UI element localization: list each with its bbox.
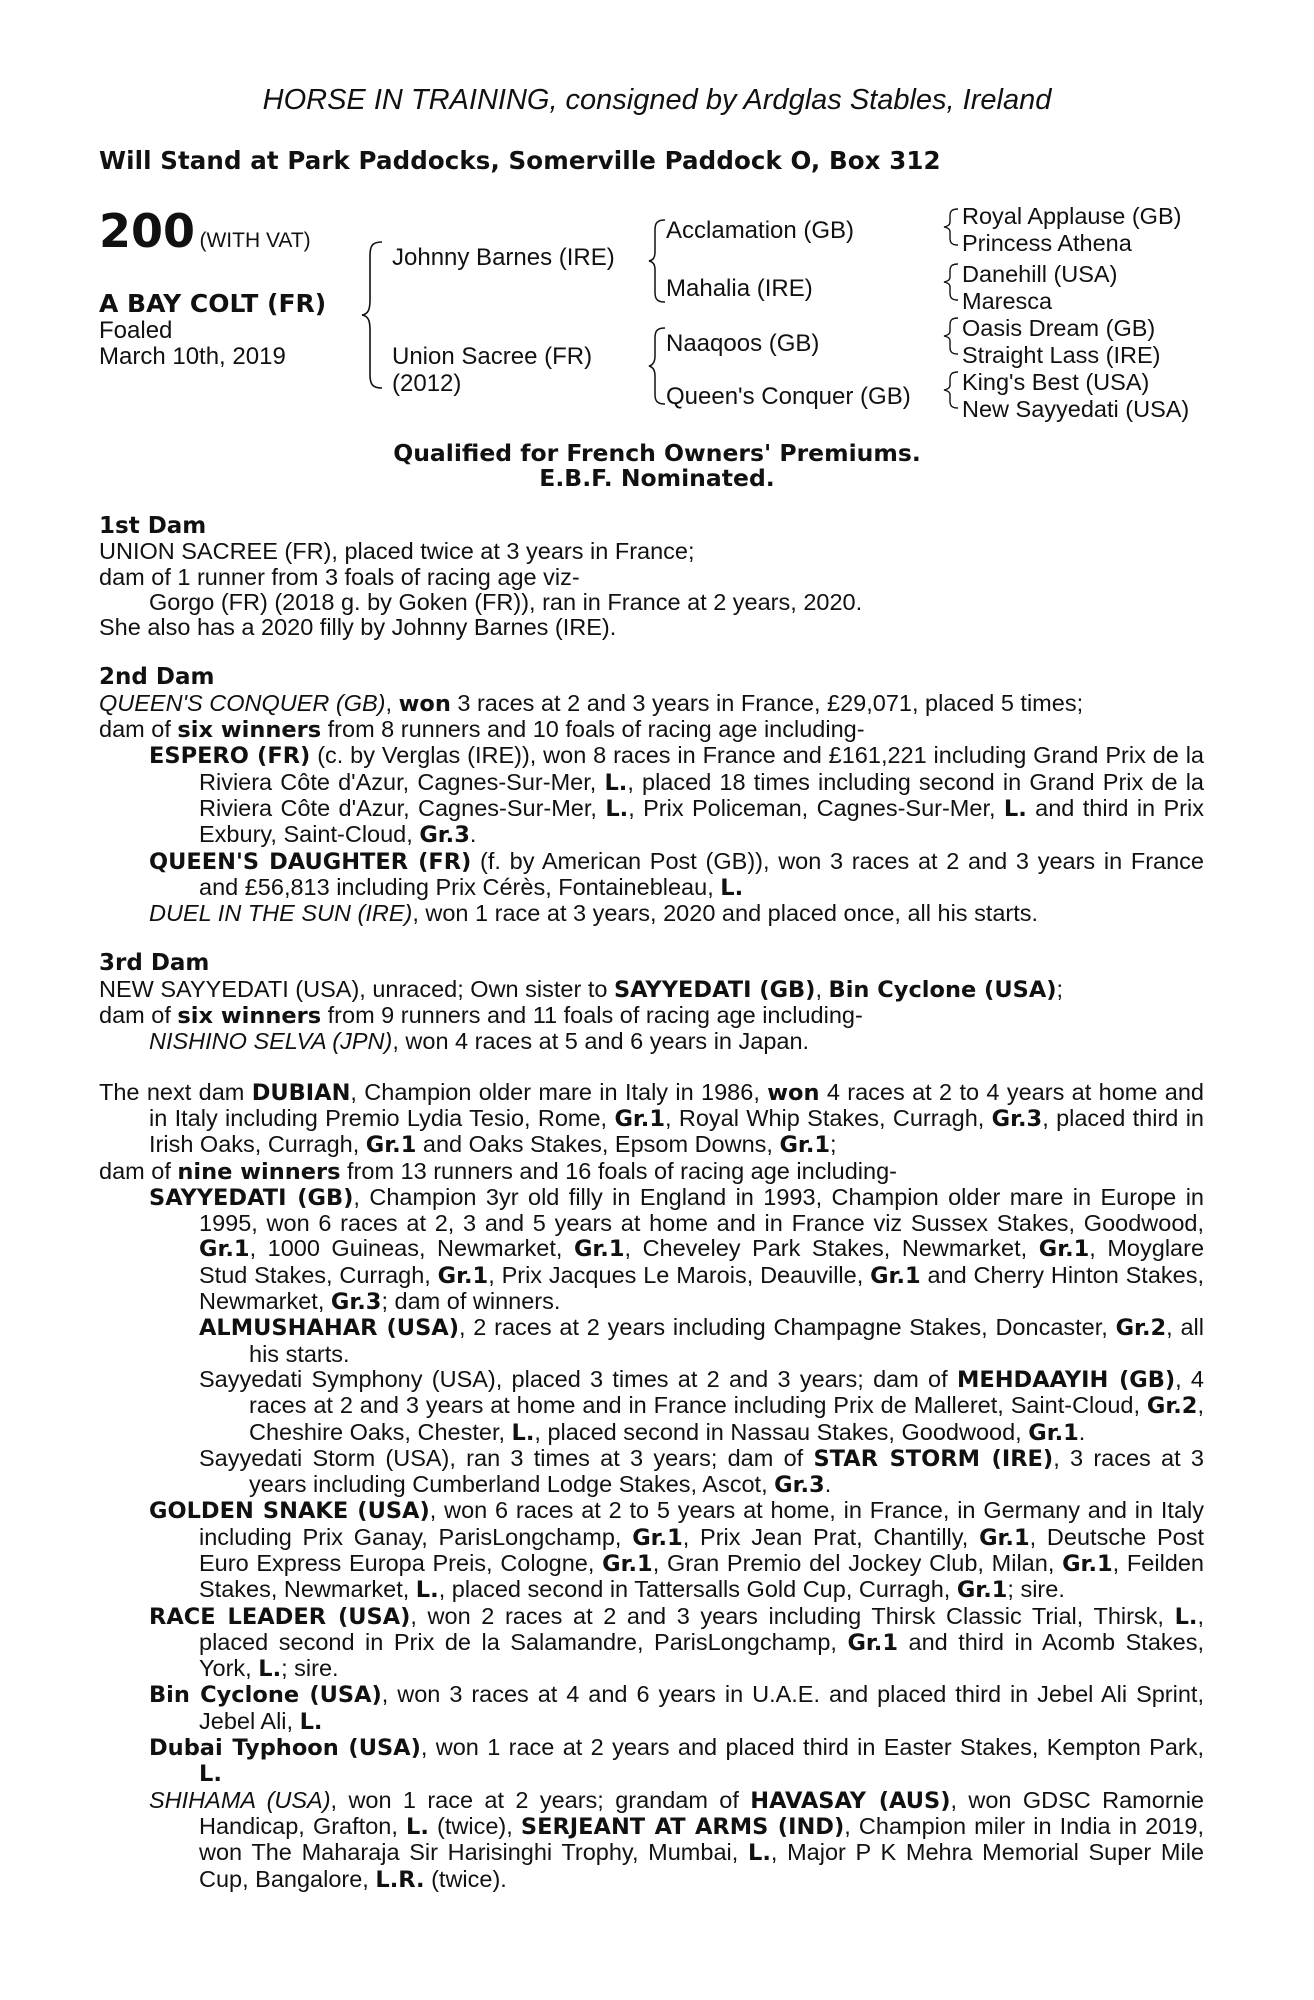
- next-dam-produce: dam of nine winners from 13 runners and 16 foals of racing age including-: [99, 1157, 897, 1185]
- second-dam-heading: 2nd Dam: [99, 664, 215, 691]
- produce-sayyedati-symphony: Sayyedati Symphony (USA), placed 3 times at 2 and 3 years; dam of MEHDAAYIH (GB), 4 races at 2 and 3 years at home and in France including Prix de Malleret, Saint-Cloud, Gr.2, Cheshire Oaks, Chester, L., placed second in Nassau Stakes, Goodwood, Gr.1.: [199, 1365, 1205, 1446]
- pedigree-brace-3d: [942, 370, 962, 410]
- pedigree-g4: Maresca: [962, 288, 1053, 314]
- foaled-date: March 10th, 2019: [99, 343, 286, 370]
- pedigree-g7: King's Best (USA): [962, 369, 1150, 395]
- pedigree-sire-sire: Acclamation (GB): [666, 217, 855, 244]
- produce-almushahar: ALMUSHAHAR (USA), 2 races at 2 years including Champagne Stakes, Doncaster, Gr.2, all his starts.: [199, 1314, 1204, 1367]
- pedigree-brace-3a: [942, 207, 962, 247]
- pedigree-brace-3c: [942, 316, 962, 356]
- produce-shihama: SHIHAMA (USA), won 1 race at 2 years; grandam of HAVASAY (AUS), won GDSC Ramornie Handicap, Grafton, L. (twice), SERJEANT AT ARMS (IND), Champion miler in India in 2019, won The Maharaja Sir Harisinghi Trophy, Mumbai, L., Major P K Mehra Memorial Super Mile Cup, Bangalore, L.R. (twice).: [149, 1786, 1205, 1893]
- produce-nishino-selva: NISHINO SELVA (JPN), won 4 races at 5 and 6 years in Japan.: [149, 1028, 810, 1055]
- stand-location: Will Stand at Park Paddocks, Somerville Paddock O, Box 312: [99, 146, 941, 175]
- pedigree-g2: Princess Athena: [962, 230, 1132, 256]
- first-dam-produce: dam of 1 runner from 3 foals of racing age viz-: [99, 563, 580, 590]
- first-dam-line: UNION SACREE (FR), placed twice at 3 years in France;: [99, 538, 695, 565]
- second-dam-name: QUEEN'S CONQUER (GB): [99, 689, 386, 716]
- produce-dubai-typhoon: Dubai Typhoon (USA), won 1 race at 2 years and placed third in Easter Stakes, Kempton Park, L.: [149, 1734, 1204, 1788]
- pedigree-g3: Danehill (USA): [962, 261, 1118, 287]
- first-dam-note: She also has a 2020 filly by Johnny Barnes (IRE).: [99, 614, 617, 641]
- produce-sayyedati-storm: Sayyedati Storm (USA), ran 3 times at 3 years; dam of STAR STORM (IRE), 3 races at 3 years including Cumberland Lodge Stakes, Ascot, Gr.3.: [199, 1444, 1204, 1499]
- second-dam-line: QUEEN'S CONQUER (GB), won 3 races at 2 and 3 years in France, £29,071, placed 5 times;: [99, 689, 1084, 717]
- pedigree-g6: Straight Lass (IRE): [962, 342, 1161, 368]
- catalogue-body: [99, 514, 1204, 1893]
- third-dam-heading: 3rd Dam: [99, 950, 210, 977]
- pedigree-g8: New Sayyedati (USA): [962, 396, 1190, 422]
- produce-sayyedati: SAYYEDATI (GB), Champion 3yr old filly in England in 1993, Champion older mare in Europe in 1995, won 6 races at 2, 3 and 5 years at home and in France viz Sussex Stakes, Goodwood, Gr.1, 1000 Guineas, Newmarket, Gr.1, Cheveley Park Stakes, Newmarket, Gr.1, Moyglare Stud Stakes, Curragh, Gr.1, Prix Jacques Le Marois, Deauville, Gr.1 and Cherry Hinton Stakes, Newmarket, Gr.3; dam of winners.: [149, 1183, 1205, 1316]
- first-dam-heading: 1st Dam: [99, 513, 207, 539]
- pedigree-brace-1: [360, 240, 390, 390]
- third-dam-produce: dam of six winners from 9 runners and 11 foals of racing age including-: [99, 1002, 863, 1030]
- produce-golden-snake: GOLDEN SNAKE (USA), won 6 races at 2 to 5 years at home, in France, in Germany and in Italy including Prix Ganay, ParisLongchamp, Gr.1, Prix Jean Prat, Chantilly, Gr.1, Deutsche Post Euro Express Europa Preis, Cologne, Gr.1, Gran Premio del Jockey Club, Milan, Gr.1, Feilden Stakes, Newmarket, L., placed second in Tattersalls Gold Cup, Curragh, Gr.1; sire.: [149, 1497, 1204, 1604]
- pedigree-sire-dam: Mahalia (IRE): [666, 275, 813, 302]
- qualification-premiums: Qualified for French Owners' Premiums.: [393, 439, 921, 467]
- foaled-label: Foaled: [99, 317, 173, 344]
- pedigree-g1: Royal Applause (GB): [962, 203, 1182, 229]
- pedigree-brace-3b: [942, 262, 962, 302]
- produce-duel-in-the-sun: DUEL IN THE SUN (IRE), won 1 race at 3 years, 2020 and placed once, all his starts.: [149, 900, 1039, 927]
- pedigree-sire: Johnny Barnes (IRE): [392, 244, 615, 271]
- pedigree-dam: Union Sacree (FR): [392, 343, 593, 370]
- lot-number-line: [99, 204, 311, 258]
- first-dam-foal-gorgo: Gorgo (FR) (2018 g. by Goken (FR)), ran in France at 2 years, 2020.: [149, 588, 863, 615]
- third-dam-line: NEW SAYYEDATI (USA), unraced; Own sister to SAYYEDATI (GB), Bin Cyclone (USA);: [99, 975, 1064, 1003]
- next-dam-line: The next dam DUBIAN, Champion older mare in Italy in 1986, won 4 races at 2 to 4 years at home and in Italy including Premio Lydia Tesio, Rome, Gr.1, Royal Whip Stakes, Curragh, Gr.3, placed third in Irish Oaks, Curragh, Gr.1 and Oaks Stakes, Epsom Downs, Gr.1;: [99, 1078, 1204, 1159]
- qualification-ebf: E.B.F. Nominated.: [539, 464, 775, 492]
- vat-note: (WITH VAT): [199, 229, 311, 252]
- lot-number: 200: [99, 204, 196, 258]
- produce-espero: ESPERO (FR) (c. by Verglas (IRE)), won 8 races in France and £161,221 including Grand Prix de la Riviera Côte d'Azur, Cagnes-Sur-Mer, L., placed 18 times including second in Grand Prix de la Riviera Côte d'Azur, Cagnes-Sur-Mer, L., Prix Policeman, Cagnes-Sur-Mer, L. and third in Prix Exbury, Saint-Cloud, Gr.3.: [149, 742, 1204, 849]
- pedigree-dam-year: (2012): [392, 370, 462, 397]
- consignor-header: HORSE IN TRAINING, consigned by Ardglas Stables, Ireland: [262, 84, 1052, 116]
- qualifications: [0, 441, 1314, 491]
- produce-queens-daughter: QUEEN'S DAUGHTER (FR) (f. by American Post (GB)), won 3 races at 2 and 3 years in France and £56,813 including Prix Cérès, Fontainebleau, L.: [149, 847, 1204, 901]
- second-dam-produce: dam of six winners from 8 runners and 10 foals of racing age including-: [99, 716, 865, 744]
- lot-description: A BAY COLT (FR): [99, 289, 327, 318]
- pedigree-g5: Oasis Dream (GB): [962, 315, 1156, 341]
- pedigree-dam-sire: Naaqoos (GB): [666, 330, 820, 357]
- produce-race-leader: RACE LEADER (USA), won 2 races at 2 and 3 years including Thirsk Classic Trial, Thirsk, L., placed second in Prix de la Salamandre, ParisLongchamp, Gr.1 and third in Acomb Stakes, York, L.; sire.: [149, 1602, 1205, 1683]
- produce-bin-cyclone: Bin Cyclone (USA), won 3 races at 4 and 6 years in U.A.E. and placed third in Jebel Ali Sprint, Jebel Ali, L.: [149, 1681, 1204, 1735]
- pedigree-dam-dam: Queen's Conquer (GB): [666, 383, 911, 410]
